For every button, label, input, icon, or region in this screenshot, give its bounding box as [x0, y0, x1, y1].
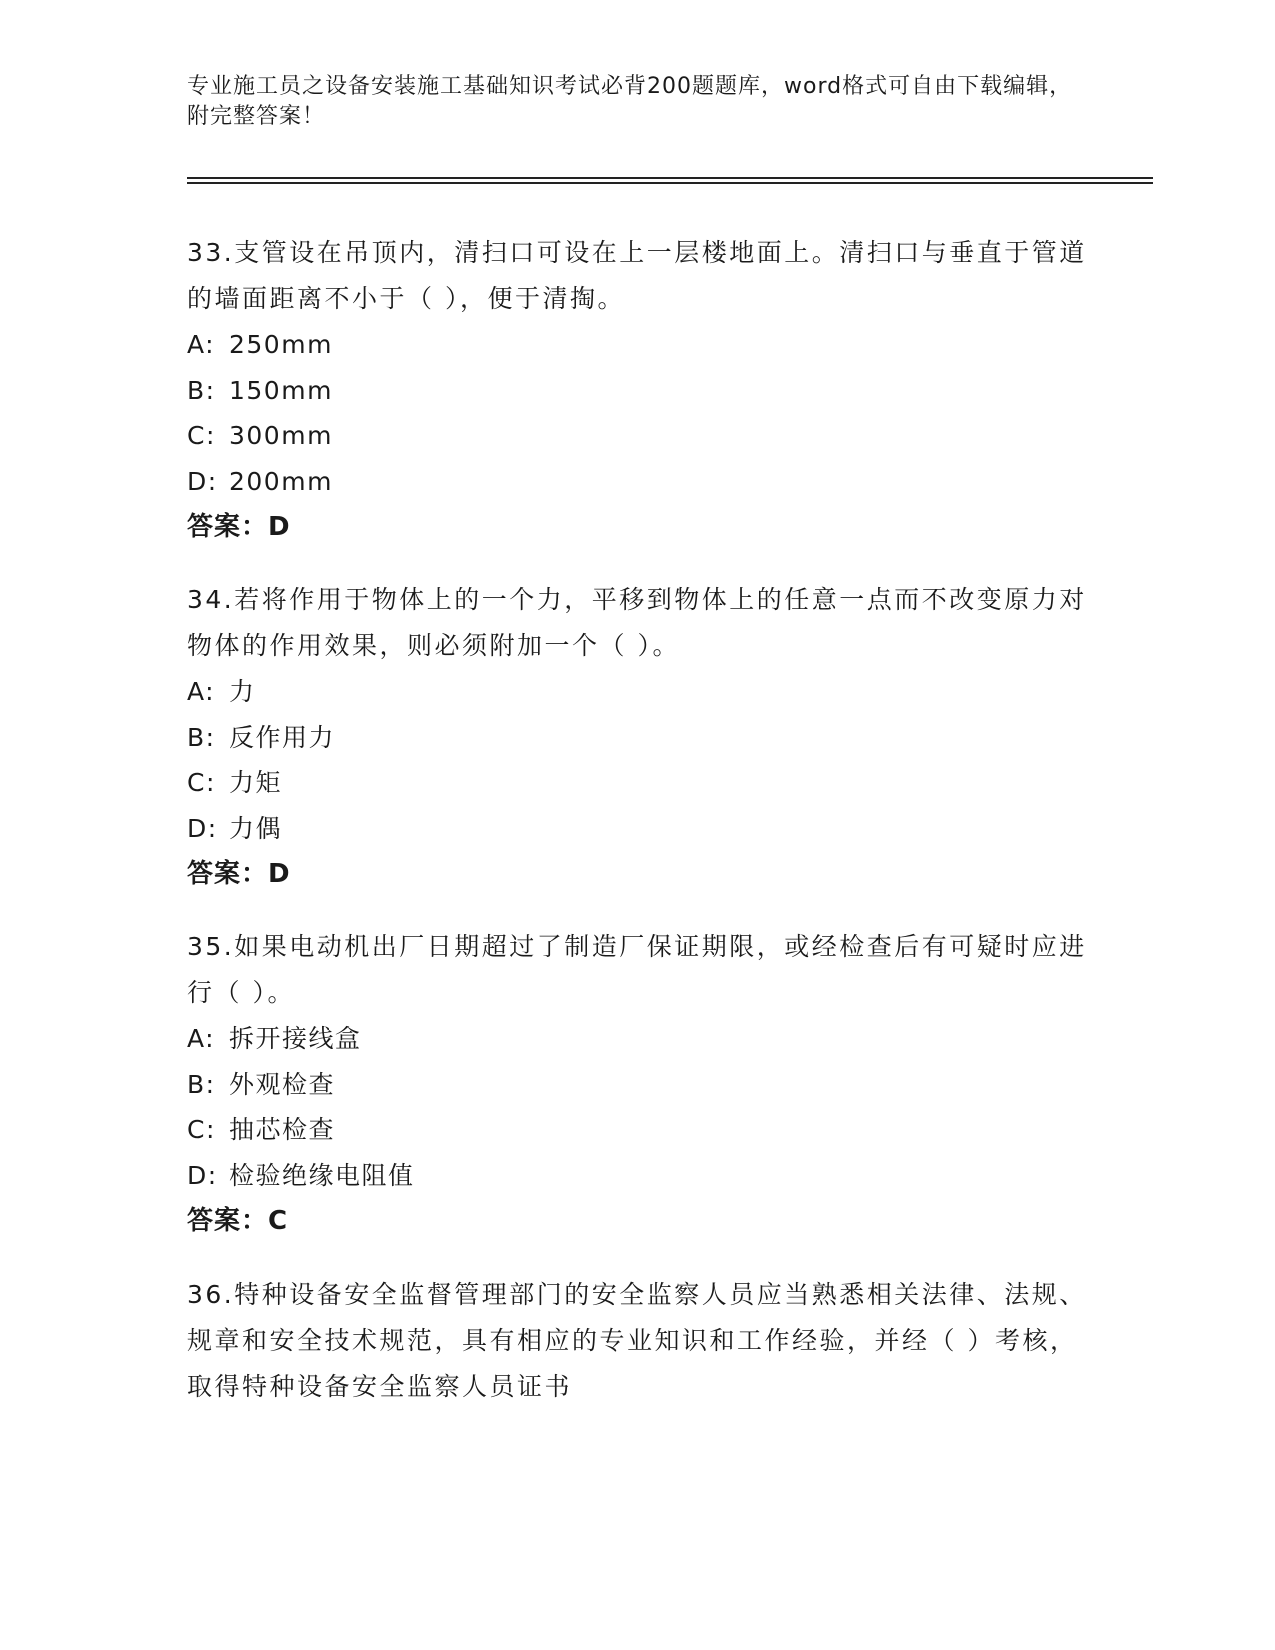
option-text: 力偶 — [229, 813, 283, 843]
option-text: 力 — [229, 677, 256, 706]
option-a: A: 力 — [187, 677, 256, 706]
option-text: 反作用力 — [229, 722, 336, 752]
option-a: A: 拆开接线盒 — [187, 1024, 362, 1053]
option-c: C: 力矩 — [187, 768, 283, 797]
option-c: C: 抽芯检查 — [187, 1115, 336, 1144]
document-header: 专业施工员之设备安装施工基础知识考试必背200题题库，word格式可自由下载编辑，附完整答案！ — [187, 74, 1073, 129]
option-text: 200mm — [229, 466, 333, 496]
option-a: A: 250mm — [187, 330, 333, 359]
option-d: D: 检验绝缘电阻值 — [187, 1160, 415, 1190]
option-b: B: 外观检查 — [187, 1069, 336, 1099]
option-text: 检验绝缘电阻值 — [229, 1160, 415, 1190]
question-stem: 35.如果电动机出厂日期超过了制造厂保证期限，或经检查后有可疑时应进行（ ）。 — [187, 932, 1087, 1007]
question-34 — [187, 577, 1087, 897]
option-b: B: 反作用力 — [187, 722, 336, 752]
question-35 — [187, 924, 1087, 1244]
option-text: 拆开接线盒 — [229, 1024, 362, 1053]
question-33 — [187, 230, 1087, 550]
option-text: 力矩 — [229, 768, 283, 797]
header-divider-top — [187, 177, 1153, 179]
option-text: 250mm — [229, 330, 333, 359]
answer-line: 答案：D — [187, 859, 291, 889]
option-d: D: 200mm — [187, 466, 333, 496]
answer-line: 答案：C — [187, 1206, 289, 1236]
question-stem: 34.若将作用于物体上的一个力，平移到物体上的任意一点而不改变原力对物体的作用效果，则必须附加一个（ ）。 — [187, 585, 1087, 660]
question-stem: 33.支管设在吊顶内，清扫口可设在上一层楼地面上。清扫口与垂直于管道的墙面距离不小于（ ），便于清掏。 — [187, 238, 1087, 313]
header-divider-bottom — [187, 182, 1153, 184]
option-d: D: 力偶 — [187, 813, 283, 843]
option-c: C: 300mm — [187, 421, 333, 450]
option-text: 外观检查 — [229, 1069, 336, 1099]
option-b: B: 150mm — [187, 375, 333, 405]
answer-line: 答案：D — [187, 512, 291, 542]
option-text: 抽芯检查 — [229, 1115, 336, 1144]
option-text: 300mm — [229, 421, 333, 450]
option-text: 150mm — [229, 375, 333, 405]
question-stem: 36.特种设备安全监督管理部门的安全监察人员应当熟悉相关法律、法规、规章和安全技术规范，具有相应的专业知识和工作经验，并经（ ）考核，取得特种设备安全监察人员证书 — [187, 1280, 1087, 1401]
question-36 — [187, 1272, 1087, 1410]
